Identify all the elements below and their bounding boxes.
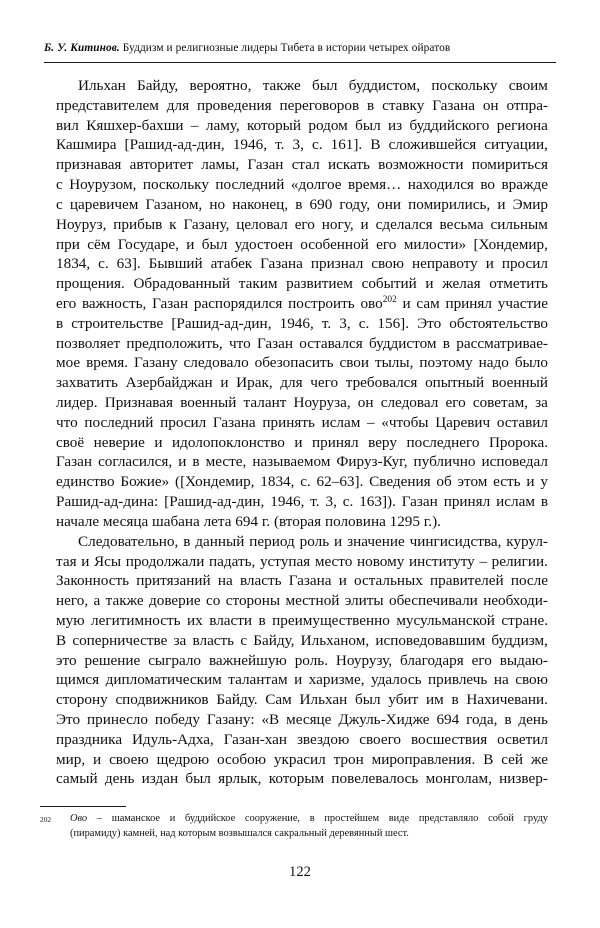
text-line: мое время. Газану следовало обезопасить свои тылы, поэтому надо было	[56, 354, 548, 372]
text-line: Ноуруз, прибыв к Газану, целовал его ногу, и сделался весьма сильным	[56, 215, 548, 233]
text-line: позволяет предположить, что Газан оставался буддистом в рассматривае-	[56, 334, 548, 352]
footnote-term: Ово	[70, 813, 88, 824]
text-line: самый день издан был ярлык, которым повелевалось монголам, низвер-	[56, 770, 548, 788]
running-head-title: Буддизм и религиозные лидеры Тибета в истории четырех ойратов	[122, 42, 451, 54]
footnote	[40, 812, 548, 841]
text-line: Следовательно, в данный период роль и значение чингисидства, курул-	[78, 532, 548, 550]
running-head	[44, 41, 556, 56]
text-line: Кашмира [Рашид-ад-дин, 1946, т. 3, с. 161]. В сложившейся ситуации,	[56, 136, 548, 154]
text-line: Законность притязаний на власть Газана и остальных правителей после	[56, 572, 548, 590]
page-number: 122	[289, 864, 311, 880]
running-head-author: Б. У. Китинов.	[44, 42, 120, 54]
footnote-line: (пирамиду) камней, над которым возвышался сакральный деревянный шест.	[70, 827, 409, 839]
paragraph	[56, 76, 548, 532]
text-line: сторону сподвижников Байду. Сам Ильхан был убит им в Нахичевани.	[56, 691, 548, 709]
text-line: при сём Государе, и был удостоен особенной его милости» [Хондемир,	[56, 235, 548, 253]
paragraph	[56, 532, 548, 790]
body-text	[56, 76, 548, 789]
footnote-reference[interactable]: 202	[382, 294, 397, 305]
text-line: мую легитимность их власти в преимущественно мусульманской стране.	[56, 611, 548, 629]
text-line: Рашид-ад-дина: [Рашид-ад-дин, 1946, т. 3, с. 163]). Газан принял ислам в	[56, 493, 548, 511]
text-line: прощения. Обрадованный таким развитием событий и желая отметить	[56, 275, 548, 293]
text-line: своё неверие и идолопоклонство и принял веру последнего Пророка.	[56, 433, 548, 451]
text-line: что последний просил Газана принять ислам – «чтобы Царевич оставил	[56, 413, 548, 431]
footnote-text	[70, 812, 548, 841]
text-line: признавая авторитет ламы, Газан стал искать возможности помириться	[56, 156, 548, 174]
text-line: с Ноурузом, поскольку последний «долгое время… находился во вражде	[56, 176, 548, 194]
footnote-separator	[40, 806, 126, 807]
text-line: мир, и своею щедрою особою украсил трон мироправления. В сей же	[56, 750, 548, 768]
text-line: вил Кяшхер-бахши – ламу, который родом был из буддийского региона	[56, 116, 548, 134]
text-line: это решение сыграло важнейшую роль. Ноурузу, благодаря его выдаю-	[56, 651, 548, 669]
text-line: Газан согласился, и в месте, называемом Фируз-Куг, публично исповедал	[56, 453, 548, 471]
footnote-line: Ово – шаманское и буддийское сооружение, в простейшем виде представляло собой груду	[70, 812, 548, 827]
text-line: Это принесло победу Газану: «В месяце Джуль-Хидже 694 года, в день	[56, 711, 548, 728]
footnote-marker: 202	[40, 815, 52, 824]
text-line: В соперничестве за власть с Байду, Ильханом, исповедовавшим буддизм,	[56, 631, 548, 649]
text-line: щимся дипломатическим талантам и харизме, удалось привлечь на свою	[56, 671, 548, 689]
text-line: с царевичем Газаном, но наконец, в 690 году, они помирились, и Эмир	[56, 195, 548, 213]
text-line: представителем для проведения переговоров в ставку Газана он отпра-	[56, 96, 548, 114]
text-line: 1834, с. 63]. Бывший атабек Газана признал свою неправоту и просил	[56, 255, 548, 273]
text-line: его важность, Газан распорядился построить ово$^{202}$ и сам принял участие	[56, 294, 548, 312]
text-line: начале месяца шабана лета 694 г. (вторая половина 1295 г.).	[56, 512, 441, 530]
text-line: тая и Ясы продолжали падать, уступая место новому институту – религии.	[56, 552, 548, 570]
text-line: единство Божие» ([Хондемир, 1834, с. 62–63]. Сведения об этом есть и у	[56, 473, 548, 491]
text-line: лидер. Признавая военный талант Ноуруза, он следовал его советам, за	[56, 394, 548, 411]
text-line: праздника Идуль-Адха, Газан-хан звездою своего восшествия осветил	[56, 730, 548, 748]
header-rule	[44, 62, 556, 63]
text-line: в строительстве [Рашид-ад-дин, 1946, т. 3, с. 156]. Это обстоятельство	[56, 314, 548, 332]
text-line: него, а также доверие со стороны местной элиты обеспечивали необходи-	[56, 592, 548, 610]
text-line: Ильхан Байду, вероятно, также был буддистом, поскольку своим	[78, 77, 548, 94]
text-line: захватить Азербайджан и Ирак, для чего требовался опытный военный	[56, 374, 548, 392]
